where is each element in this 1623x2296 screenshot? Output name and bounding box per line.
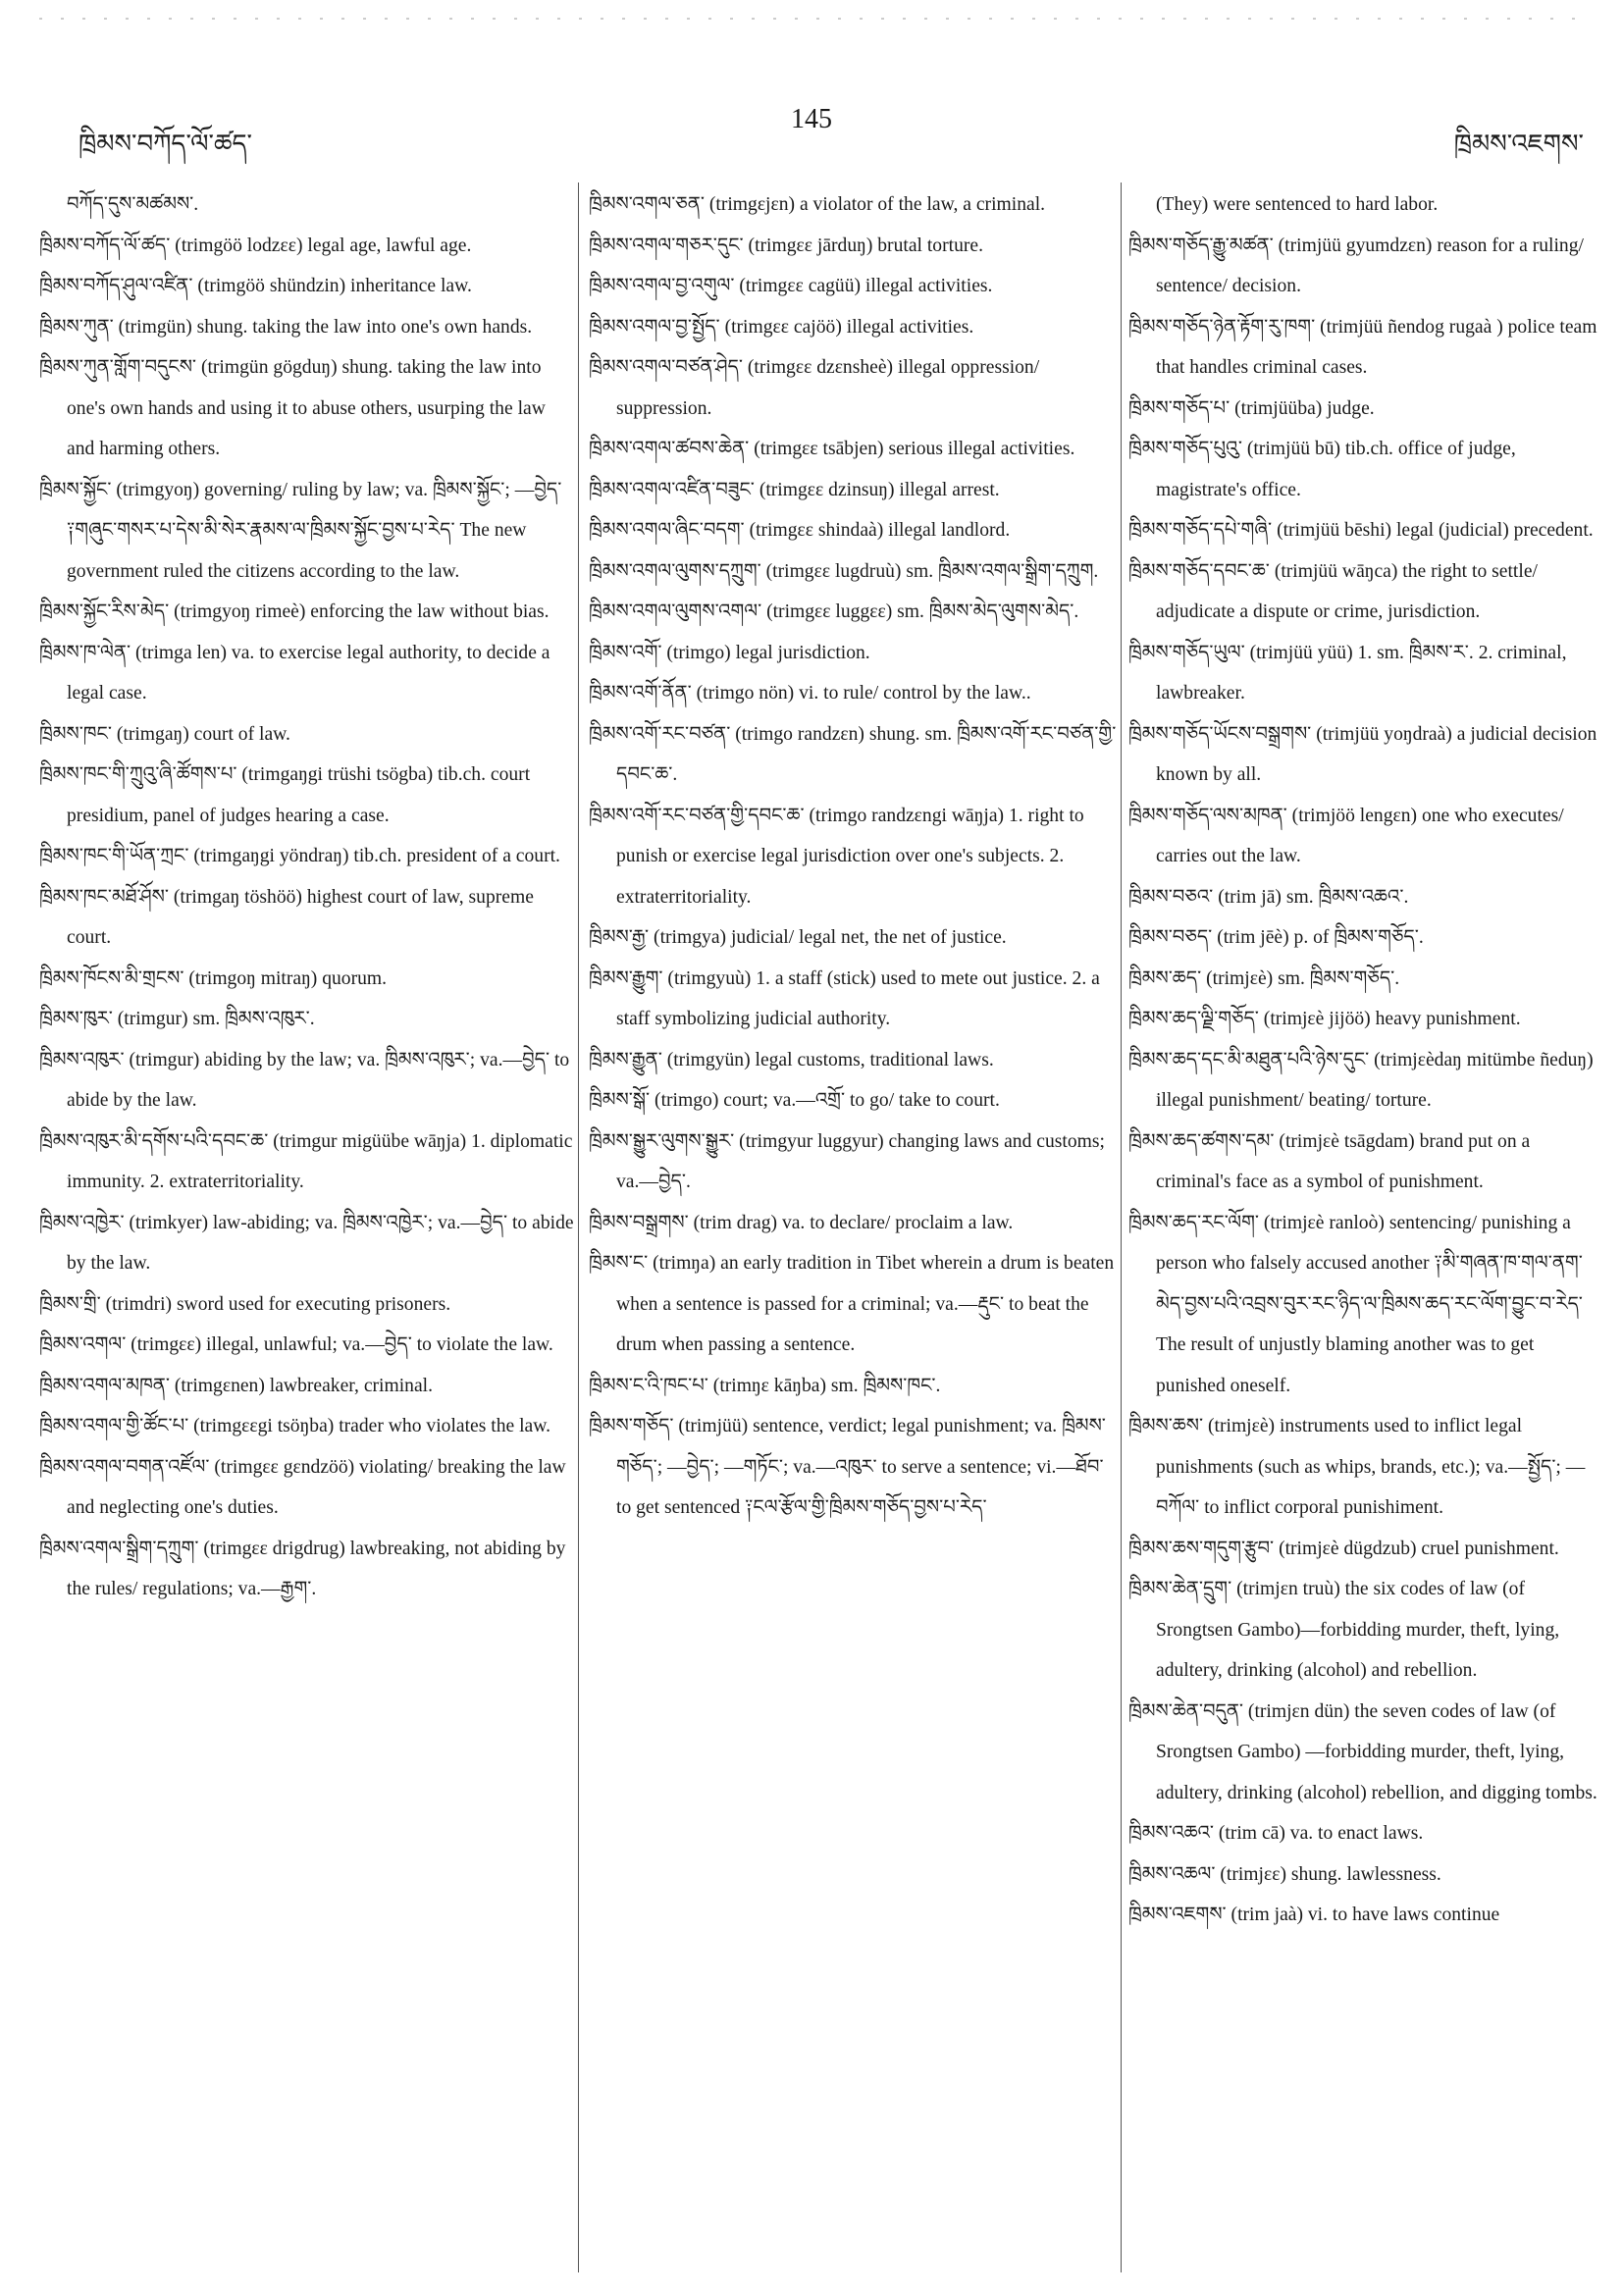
dictionary-entry: ཁྲིམས་རྒྱུན་ (trimgyün) legal customs, traditional laws. bbox=[589, 1049, 994, 1070]
dictionary-entry: ཁྲིམས་བཅད་ (trim jēè) p. of ཁྲིམས་གཅོད་. bbox=[1128, 927, 1424, 948]
scan-edge-artifact bbox=[39, 18, 1584, 20]
dictionary-entry: ཁྲིམས་འཆལ་ (trimjεε) shung. lawlessness. bbox=[1128, 1863, 1441, 1885]
dictionary-entry: ཁྲིམས་གྲི་ (trimdri) sword used for executing prisoners. bbox=[39, 1293, 451, 1315]
dictionary-entry: ཁྲིམས་འཁུར་མི་དགོས་པའི་དབང་ཆ་ (trimgur migüübe wāŋja) 1. diplomatic immunity. 2. extraterritoriality. bbox=[39, 1130, 573, 1192]
dictionary-entry: ཁྲིམས་འགལ་བྱ་འགུལ་ (trimgεε cagüü) illegal activities. bbox=[589, 276, 993, 296]
dictionary-entry: ཁྲིམས་སྐྱོང་ (trimgyoŋ) governing/ ruling by law; va. ཁྲིམས་སྐྱོང་; —བྱེད་ ༑གཞུང་གསར་པ་དེས་མི་སེར་རྣམས་ལ་ཁྲིམས་སྐྱོང་བྱས་པ་རེད་ The new government ruled the citizens according to the law. bbox=[39, 479, 562, 582]
dictionary-entry: ཁྲིམས་འགོ་ (trimgo) legal jurisdiction. bbox=[589, 642, 870, 663]
dictionary-entry: ཁྲིམས་འགོ་རང་བཙན་ (trimgo randzεn) shung. sm. ཁྲིམས་འགོ་རང་བཙན་གྱི་དབང་ཆ་. bbox=[589, 723, 1117, 785]
dictionary-entry: ཁྲིམས་ཁང་ (trimgaŋ) court of law. bbox=[39, 723, 290, 745]
dictionary-entry: ཁྲིམས་ཁང་གི་ཡོན་ཀྲང་ (trimgaŋgi yöndraŋ) tib.ch. president of a court. bbox=[39, 846, 560, 866]
dictionary-entry: ཁྲིམས་འཆའ་ (trim cā) va. to enact laws. bbox=[1128, 1823, 1424, 1844]
dictionary-entry: ཁྲིམས་འགལ་འཛིན་བཟུང་ (trimgεε dzinsuŋ) illegal arrest. bbox=[589, 479, 1000, 500]
dictionary-entry: ཁྲིམས་བསྒྲགས་ (trim drag) va. to declare/ proclaim a law. bbox=[589, 1212, 1014, 1233]
dictionary-entry: ཁྲིམས་རྒྱུག་ (trimgyuù) 1. a staff (stick) used to mete out justice. 2. a staff symbolizing judicial authority. bbox=[589, 967, 1100, 1029]
dictionary-entry: ཁྲིམས་འགལ་གཅར་དུང་ (trimgεε jārduŋ) brutal torture. bbox=[589, 235, 983, 256]
dictionary-entry: ཁྲིམས་གཅོད་དཔེ་གཞི་ (trimjüü bēshi) legal (judicial) precedent. bbox=[1128, 520, 1594, 541]
column-left bbox=[39, 184, 574, 1610]
dictionary-entry: ཁྲིམས་གཅོད་ཉེན་རྟོག་རུ་ཁག་ (trimjüü ñendog rugaà ) police team that handles criminal cases. bbox=[1128, 316, 1597, 378]
dictionary-entry: ཁྲིམས་འགལ་བགན་འཛོལ་ (trimgεε gεndzöö) violating/ breaking the law and neglecting one's duties. bbox=[39, 1456, 566, 1518]
dictionary-entry: ཁྲིམས་ཀུན་གློག་བདུངས་ (trimgün gögduŋ) shung. taking the law into one's own hands and using it to abuse others, usurping the law and harming others. bbox=[39, 357, 546, 459]
dictionary-entry: ཁྲིམས་འགལ་ལུགས་དཀྲུག་ (trimgεε lugdruù) sm. ཁྲིམས་འགལ་སྒྲིག་དཀྲུག. bbox=[589, 560, 1099, 582]
dictionary-entry: ཁྲིམས་འཁུར་ (trimgur) abiding by the law; va. ཁྲིམས་འཁུར་; va.—བྱེད་ to abide by the law. bbox=[39, 1049, 570, 1111]
dictionary-entry: ཁྲིམས་འགལ་བཙན་ཤེད་ (trimgεε dzεnsheè) illegal oppression/ suppression. bbox=[589, 357, 1040, 419]
dictionary-entry: ཁྲིམས་ཆས་གདུག་རྩུབ་ (trimjεè dügdzub) cruel punishment. bbox=[1128, 1538, 1559, 1559]
dictionary-entry: ཁྲིམས་ཆས་ (trimjεè) instruments used to inflict legal punishments (such as whips, brands, etc.); va.—སྤྱོད་; —བཀོལ་ to inflict corporal punishiment. bbox=[1128, 1416, 1586, 1518]
page-number: 145 bbox=[791, 104, 832, 134]
dictionary-entry: ཁྲིམས་ཁང་མཐོ་ཤོས་ (trimgaŋ töshöö) highest court of law, supreme court. bbox=[39, 886, 534, 948]
dictionary-entry: ཁྲིམས་ཆེན་དྲུག་ (trimjεn truù) the six codes of law (of Srongtsen Gambo)—forbidding murder, theft, lying, adultery, drinking (alcohol) and rebellion. bbox=[1128, 1579, 1560, 1681]
dictionary-entry: ཁྲིམས་འགལ་མཁན་ (trimgεnen) lawbreaker, criminal. bbox=[39, 1375, 433, 1396]
dictionary-entry: ཁྲིམས་གཅོད་ཡོངས་བསྒྲགས་ (trimjüü yoŋdraà) a judicial decision known by all. bbox=[1128, 723, 1597, 785]
dictionary-entry: ཁྲིམས་བཀོད་ལོ་ཚད་ (trimgöö lodzεε) legal age, lawful age. bbox=[39, 235, 472, 256]
dictionary-entry: ཁྲིམས་ང་ (trimŋa) an early tradition in Tibet wherein a drum is beaten when a sentence is passed for a criminal; va.—རྡུང་ to beat the drum when passing a sentence. bbox=[589, 1253, 1115, 1355]
dictionary-entry: བཀོད་དུས་མཚམས་. bbox=[67, 194, 199, 215]
dictionary-entry: ཁྲིམས་འགལ་ཞིང་བདག་ (trimgεε shindaà) illegal landlord. bbox=[589, 520, 1011, 541]
dictionary-entry: ཁྲིམས་ཆད་རང་ལོག་ (trimjεè ranloò) sentencing/ punishing a person who falsely accused another ༑མི་གཞན་ཁ་གལ་ནག་མེད་བྱས་པའི་འབྲས་བུར་རང་ཉིད་ལ་ཁྲིམས་ཆད་རང་ལོག་བྱུང་བ་རེད་ The result of unjustly blaming another was to get punished oneself. bbox=[1128, 1212, 1583, 1396]
dictionary-entry: ཁྲིམས་གཅོད་ཡུལ་ (trimjüü yüü) 1. sm. ཁྲིམས་ར་. 2. criminal, lawbreaker. bbox=[1128, 642, 1567, 704]
dictionary-entry: ཁྲིམས་འགལ་བྱ་སྤྱོད་ (trimgεε cajöö) illegal activities. bbox=[589, 316, 974, 338]
dictionary-entry: ཁྲིམས་ཆད་ཚགས་དམ་ (trimjεè tsāgdam) brand put on a criminal's face as a symbol of punishment. bbox=[1128, 1130, 1531, 1192]
column-middle bbox=[589, 184, 1119, 1529]
dictionary-entry: ཁྲིམས་ཆེན་བདུན་ (trimjεn dün) the seven codes of law (of Srongtsen Gambo) —forbidding murder, theft, lying, adultery, drinking (alcohol) rebellion, and digging tombs. bbox=[1128, 1700, 1597, 1803]
dictionary-entry: ཁྲིམས་ཁ་ལེན་ (trimga len) va. to exercise legal authority, to decide a legal case. bbox=[39, 642, 550, 704]
running-head-left: ཁྲིམས་བཀོད་ལོ་ཚད་ bbox=[79, 130, 253, 158]
dictionary-entry: ཁྲིམས་འགལ་ལུགས་འགལ་ (trimgεε luggεε) sm. ཁྲིམས་མེད་ལུགས་མེད་. bbox=[589, 601, 1079, 622]
dictionary-entry: ཁྲིམས་བཀོད་ཤུལ་འཛིན་ (trimgöö shündzin) inheritance law. bbox=[39, 276, 472, 296]
dictionary-entry: ཁྲིམས་གཅོད་དབང་ཆ་ (trimjüü wāŋca) the right to settle/ adjudicate a dispute or crime, jurisdiction. bbox=[1128, 560, 1538, 622]
dictionary-entry: ཁྲིམས་འགལ་སྒྲིག་དཀྲུག་ (trimgεε drigdrug) lawbreaking, not abiding by the rules/ regulations; va.—རྒྱག་. bbox=[39, 1538, 566, 1599]
dictionary-entry: ཁྲིམས་སྐྱོང་རིས་མེད་ (trimgyoŋ rimeè) enforcing the law without bias. bbox=[39, 601, 550, 622]
dictionary-entry: ཁྲིམས་གཅོད་པུའུ་ (trimjüü bū) tib.ch. office of judge, magistrate's office. bbox=[1128, 439, 1516, 500]
dictionary-entry: (They) were sentenced to hard labor. bbox=[1156, 194, 1439, 215]
dictionary-entry: ཁྲིམས་ཁང་གི་ཀྲུའུ་ཞི་ཚོགས་པ་ (trimgaŋgi trüshi tsögba) tib.ch. court presidium, panel of judges hearing a case. bbox=[39, 764, 531, 826]
dictionary-entry: ཁྲིམས་གཅོད་ལས་མཁན་ (trimjöö lengεn) one who executes/ carries out the law. bbox=[1128, 805, 1564, 866]
dictionary-entry: ཁྲིམས་བཅའ་ (trim jā) sm. ཁྲིམས་འཆའ་. bbox=[1128, 886, 1409, 908]
dictionary-entry: ཁྲིམས་ཆད་ལྗི་གཅོད་ (trimjεè jijöö) heavy punishment. bbox=[1128, 1009, 1521, 1029]
dictionary-entry: ཁྲིམས་ཆད་ (trimjεè) sm. ཁྲིམས་གཅོད་. bbox=[1128, 967, 1400, 989]
dictionary-entry: ཁྲིམས་གཅོད་པ་ (trimjüüba) judge. bbox=[1128, 397, 1375, 419]
column-right bbox=[1128, 184, 1599, 1936]
dictionary-entry: ཁྲིམས་ཆད་དང་མི་མཐུན་པའི་ཉེས་དུང་ (trimjεèdaŋ mitümbe ñeduŋ) illegal punishment/ beating/ torture. bbox=[1128, 1049, 1594, 1111]
dictionary-entry: ཁྲིམས་རྒྱ་ (trimgya) judicial/ legal net, the net of justice. bbox=[589, 927, 1007, 948]
column-divider bbox=[578, 183, 579, 2272]
dictionary-entry: ཁྲིམས་འགོ་ནོན་ (trimgo nön) vi. to rule/ control by the law.. bbox=[589, 683, 1031, 704]
dictionary-entry: ཁྲིམས་ཁོངས་མི་གྲངས་ (trimgoŋ mitraŋ) quorum. bbox=[39, 967, 388, 989]
dictionary-entry: ཁྲིམས་སྒོ་ (trimgo) court; va.—འགྲོ་ to go/ take to court. bbox=[589, 1090, 1000, 1111]
dictionary-entry: ཁྲིམས་ང་འི་ཁང་པ་ (trimŋε kāŋba) sm. ཁྲིམས་ཁང་. bbox=[589, 1375, 941, 1396]
dictionary-entry: ཁྲིམས་ཁུར་ (trimgur) sm. ཁྲིམས་འཁུར་. bbox=[39, 1009, 315, 1029]
dictionary-entry: ཁྲིམས་ཀུན་ (trimgün) shung. taking the law into one's own hands. bbox=[39, 316, 533, 338]
dictionary-entry: ཁྲིམས་གཅོད་ (trimjüü) sentence, verdict; legal punishment; va. ཁྲིམས་གཅོད་; —བྱེད་; —གཏོང་; va.—འཁུར་ to serve a sentence; vi.—ཐོབ་ to get sentenced ༑ངལ་རྩོལ་གྱི་ཁྲིམས་གཅོད་བྱས་པ་རེད་ bbox=[589, 1416, 1106, 1518]
dictionary-entry: ཁྲིམས་འཁྱེར་ (trimkyer) law-abiding; va. ཁྲིམས་འཁྱེར་; va.—བྱེད་ to abide by the law. bbox=[39, 1212, 574, 1274]
dictionary-entry: ཁྲིམས་གཅོད་རྒྱུ་མཚན་ (trimjüü gyumdzεn) reason for a ruling/ sentence/ decision. bbox=[1128, 235, 1584, 296]
dictionary-entry: ཁྲིམས་འཇགས་ (trim jaà) vi. to have laws continue bbox=[1128, 1905, 1500, 1925]
dictionary-entry: ཁྲིམས་འགལ་ (trimgεε) illegal, unlawful; va.—བྱེད་ to violate the law. bbox=[39, 1334, 553, 1355]
dictionary-entry: ཁྲིམས་འགལ་ཅན་ (trimgεjεn) a violator of the law, a criminal. bbox=[589, 194, 1046, 215]
dictionary-entry: ཁྲིམས་འགལ་ཚབས་ཆེན་ (trimgεε tsābjen) serious illegal activities. bbox=[589, 439, 1075, 459]
running-head-right: ཁྲིམས་འཇགས་ bbox=[1453, 130, 1584, 158]
column-divider bbox=[1121, 183, 1122, 2272]
dictionary-entry: ཁྲིམས་སྒྱུར་ལུགས་སྒྱུར་ (trimgyur luggyur) changing laws and customs; va.—བྱེད་. bbox=[589, 1130, 1105, 1192]
dictionary-entry: ཁྲིམས་འགལ་གྱི་ཚོང་པ་ (trimgεεgi tsöŋba) trader who violates the law. bbox=[39, 1416, 551, 1436]
dictionary-entry: ཁྲིམས་འགོ་རང་བཙན་གྱི་དབང་ཆ་ (trimgo randzεngi wāŋja) 1. right to punish or exercise legal jurisdiction over one's subjects. 2. extraterritoriality. bbox=[589, 805, 1084, 908]
